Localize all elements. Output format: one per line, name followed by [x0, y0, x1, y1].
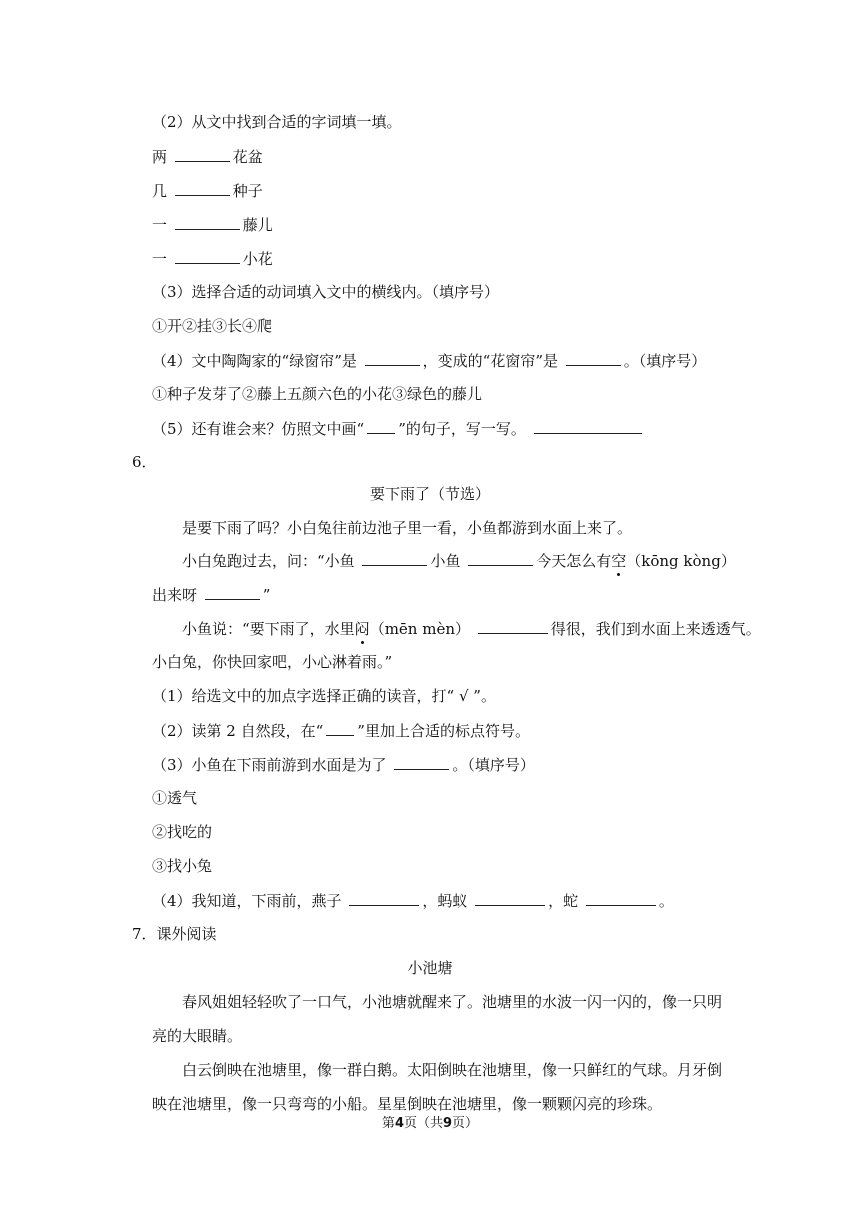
q6-part3-prompt: （3）小鱼在下雨前游到水面是为了 。（填序号） [152, 756, 535, 774]
answer-blank[interactable] [175, 180, 230, 196]
fill-row: 一 小花 [152, 250, 273, 268]
q5-part4-options: ①种子发芽了②藤上五颜六色的小花③绿色的藤儿 [152, 385, 483, 403]
total-pages: 9 [443, 1116, 453, 1131]
answer-blank[interactable] [367, 418, 395, 434]
q6-part1-prompt: （1）给选文中的加点字选择正确的读音，打“ √ ”。 [152, 687, 496, 705]
answer-blank[interactable] [566, 350, 621, 366]
fill-row: 两 花盆 [152, 148, 263, 166]
answer-blank[interactable] [475, 890, 545, 906]
q5-part2-prompt: （2）从文中找到合适的字词填一填。 [152, 113, 402, 131]
q6-paragraph-3-line-2: 小白兔，你快回家吧，小心淋着雨。” [152, 653, 393, 671]
q5-part3-options: ①开②挂③长④爬 [152, 317, 273, 335]
answer-blank[interactable] [394, 754, 449, 770]
punctuation-blank[interactable] [205, 584, 260, 600]
q5-part3-prompt: （3）选择合适的动词填入文中的横线内。（填序号） [152, 283, 500, 301]
q7-paragraph-2-line-1: 白云倒映在池塘里，像一群白鹅。太阳倒映在池塘里，像一只鲜红的气球。月牙倒 [182, 1061, 723, 1079]
option-item: ②找吃的 [152, 823, 213, 841]
q6-part4-prompt: （4）我知道，下雨前，燕子 ，蚂蚁 ，蛇 。 [152, 892, 674, 910]
answer-blank[interactable] [586, 890, 656, 906]
answer-blank[interactable] [175, 214, 240, 230]
answer-blank[interactable] [349, 890, 419, 906]
answer-blank[interactable] [478, 618, 548, 634]
punctuation-blank[interactable] [362, 550, 427, 566]
fill-row: 几 种子 [152, 182, 263, 200]
q5-part4-prompt: （4）文中陶陶家的“绿窗帘”是 ，变成的“花窗帘”是 。（填序号） [152, 352, 707, 370]
q6-paragraph-3-line-1: 小鱼说：“要下雨了，水里闷（mēn mèn） 得很，我们到水面上来透透气。 [182, 620, 761, 638]
punctuation-blank[interactable] [468, 550, 533, 566]
answer-blank[interactable] [365, 350, 420, 366]
q7-heading: 7．课外阅读 [132, 925, 217, 943]
q5-part5-prompt: （5）还有谁会来？仿照文中画“ ”的句子，写一写。 [152, 418, 645, 439]
q6-paragraph-2-line-1: 小白兔跑过去，问：“小鱼 小鱼 今天怎么有空（kōng kòng） [182, 552, 736, 570]
dotted-character: 空 [611, 552, 627, 570]
answer-blank[interactable] [534, 418, 642, 434]
q6-paragraph-2-line-2: 出来呀 ” [152, 586, 271, 604]
q6-part2-prompt: （2）读第 2 自然段，在“ ”里加上合适的标点符号。 [152, 722, 530, 740]
q7-paragraph-2-line-2: 映在池塘里，像一只弯弯的小船。星星倒映在池塘里，像一颗颗闪亮的珍珠。 [152, 1095, 663, 1113]
q6-number: 6． [132, 453, 157, 471]
q6-title: 要下雨了（节选） [369, 485, 490, 503]
answer-blank[interactable] [326, 720, 354, 736]
q6-paragraph-1: 是要下雨了吗？小白兔往前边池子里一看，小鱼都游到水面上来了。 [182, 519, 633, 537]
page-footer: 第4页（共9页） [381, 1116, 479, 1131]
option-item: ①透气 [152, 789, 198, 807]
answer-blank[interactable] [175, 146, 230, 162]
q7-paragraph-1-line-1: 春风姐姐轻轻吹了一口气，小池塘就醒来了。池塘里的水波一闪一闪的，像一只明 [182, 993, 723, 1011]
option-item: ③找小兔 [152, 857, 213, 875]
q7-title: 小池塘 [407, 959, 453, 977]
page-number: 4 [394, 1116, 404, 1131]
answer-blank[interactable] [175, 248, 240, 264]
dotted-character: 闷 [354, 620, 370, 638]
fill-row: 一 藤儿 [152, 216, 273, 234]
q7-paragraph-1-line-2: 亮的大眼睛。 [152, 1027, 243, 1045]
